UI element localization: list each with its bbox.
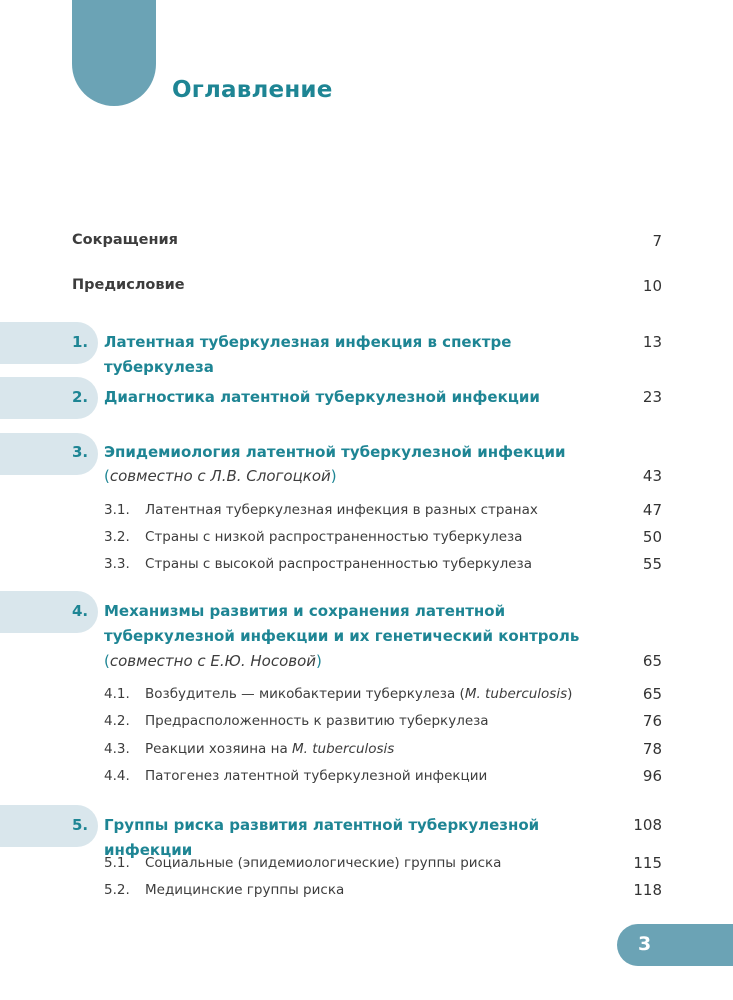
toc-page-number: 118	[633, 881, 662, 899]
toc-page-number: 65	[642, 685, 662, 703]
page-number: 3	[638, 933, 652, 955]
section-number: 4.2.	[104, 713, 130, 729]
section-number: 4.1.	[104, 686, 130, 702]
toc-entry-section-4-4[interactable]: Патогенез латентной туберкулезной инфекции	[145, 768, 488, 784]
toc-entry-section-3-2[interactable]: Страны с низкой распространенностью туберкулеза	[145, 529, 523, 545]
toc-page-number: 13	[642, 333, 662, 351]
toc-entry-chapter-3[interactable]: Эпидемиология латентной туберкулезной инфекции	[104, 443, 566, 461]
toc-entry-section-4-1[interactable]: Возбудитель — микобактерии туберкулеза (M. tuberculosis)	[145, 686, 573, 702]
toc-entry-chapter-2[interactable]: Диагностика латентной туберкулезной инфекции	[104, 388, 540, 406]
toc-entry-section-3-1[interactable]: Латентная туберкулезная инфекция в разных странах	[145, 502, 538, 518]
section-number: 4.3.	[104, 741, 130, 757]
toc-entry-section-5-1[interactable]: Социальные (эпидемиологические) группы риска	[145, 855, 502, 871]
chapter-number: 4.	[72, 602, 89, 620]
section-number: 5.1.	[104, 855, 130, 871]
page-title: Оглавление	[172, 77, 333, 103]
header-tab-decoration	[72, 0, 156, 106]
toc-entry-section-3-3[interactable]: Страны с высокой распространенностью туберкулеза	[145, 556, 532, 572]
page-number-tab	[617, 924, 733, 966]
toc-entry-section-4-3[interactable]: Реакции хозяина на M. tuberculosis	[145, 741, 395, 757]
toc-entry-section-5-2[interactable]: Медицинские группы риска	[145, 882, 345, 898]
toc-page-number: 108	[633, 816, 662, 834]
toc-entry-preface[interactable]: Предисловие	[72, 277, 185, 293]
section-number: 3.2.	[104, 529, 130, 545]
toc-page-number: 78	[642, 740, 662, 758]
toc-page-number: 10	[642, 277, 662, 295]
toc-page-number: 55	[642, 555, 662, 573]
toc-page-number: 65	[642, 652, 662, 670]
toc-page-number: 7	[652, 232, 662, 250]
toc-page-number: 23	[642, 388, 662, 406]
chapter-coauthor: (совместно с Л.В. Слогоцкой)	[104, 467, 337, 485]
toc-entry-abbreviations[interactable]: Сокращения	[72, 232, 178, 248]
toc-page-number: 47	[642, 501, 662, 519]
toc-entry-chapter-5[interactable]: Группы риска развития латентной туберкулезной инфекции	[104, 816, 540, 859]
chapter-number: 2.	[72, 388, 89, 406]
section-number: 3.1.	[104, 502, 130, 518]
section-number: 4.4.	[104, 768, 130, 784]
toc-page-number: 115	[633, 854, 662, 872]
toc-entry-chapter-1[interactable]: Латентная туберкулезная инфекция в спектре туберкулеза	[104, 333, 512, 376]
toc-entry-section-4-2[interactable]: Предрасположенность к развитию туберкулеза	[145, 713, 489, 729]
chapter-number: 3.	[72, 443, 89, 461]
toc-page-number: 43	[642, 467, 662, 485]
chapter-number: 1.	[72, 333, 89, 351]
section-number: 3.3.	[104, 556, 130, 572]
toc-entry-chapter-4[interactable]: Механизмы развития и сохранения латентной туберкулезной инфекции и их генетический контроль	[104, 602, 580, 645]
chapter-coauthor: (совместно с Е.Ю. Носовой)	[104, 652, 322, 670]
section-number: 5.2.	[104, 882, 130, 898]
toc-page-number: 96	[642, 767, 662, 785]
chapter-number: 5.	[72, 816, 89, 834]
toc-page-number: 50	[642, 528, 662, 546]
toc-page-number: 76	[642, 712, 662, 730]
